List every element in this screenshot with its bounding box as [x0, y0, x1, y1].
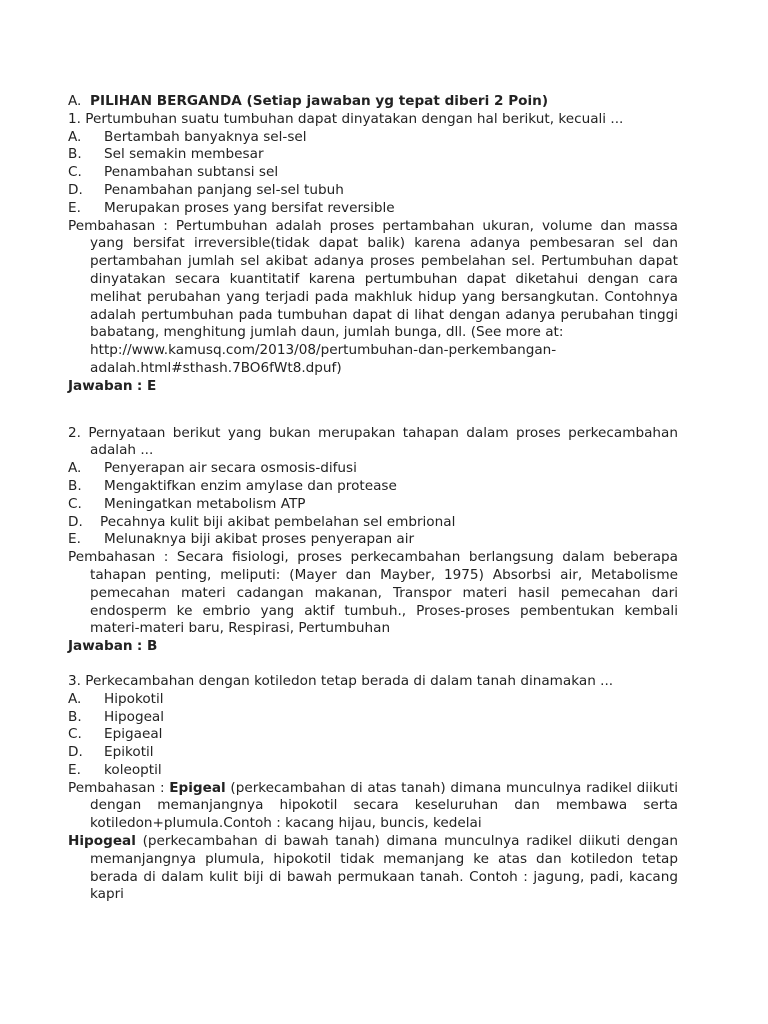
source-url-line-1: http://www.kamusq.com/2013/08/pertumbuhan-dan-perkembangan-: [90, 342, 557, 359]
section-heading: [68, 93, 678, 111]
option-a: [68, 460, 678, 478]
option-text: Bertambah banyaknya sel-sel: [104, 128, 307, 145]
option-e: [68, 762, 678, 780]
option-a: [68, 129, 678, 147]
option-text: Mengaktifkan enzim amylase dan protease: [104, 477, 397, 494]
explanation-prefix: Pembahasan :: [68, 779, 170, 796]
option-letter: A.: [68, 460, 82, 477]
option-text: koleoptil: [104, 761, 162, 778]
option-letter: E.: [68, 199, 81, 216]
option-d: [68, 182, 678, 200]
option-text: Sel semakin membesar: [104, 146, 264, 163]
section-letter: A.: [68, 93, 82, 109]
option-d: [68, 744, 678, 762]
option-e: [68, 200, 678, 218]
answer-label: Jawaban: [68, 638, 133, 655]
option-letter: B.: [68, 477, 82, 494]
question-text: 2. Pernyataan berikut yang bukan merupakan tahapan dalam proses perkecambahan adalah ...: [68, 424, 678, 459]
option-text: Penambahan subtansi sel: [104, 164, 279, 181]
option-text: Penyerapan air secara osmosis-difusi: [104, 460, 357, 477]
option-letter: D.: [68, 513, 83, 530]
question-1: [68, 111, 678, 396]
answer: [68, 638, 678, 656]
option-e: [68, 531, 678, 549]
question-3: [68, 673, 678, 904]
question-text: 1. Pertumbuhan suatu tumbuhan dapat dinyatakan dengan hal berikut, kecuali ...: [68, 110, 624, 127]
option-text: Penambahan panjang sel-sel tubuh: [104, 181, 344, 198]
option-text: Merupakan proses yang bersifat reversible: [104, 199, 395, 216]
hipogeal-text: (perkecambahan di bawah tanah) dimana munculnya radikel diikuti dengan memanjangnya plumula, hipokotil tidak memanjang ke atas dan kotiledon tetap berada di dalam kulit biji di bawah permukaan tanah. Contoh : jagung, padi, kacang kapri: [90, 833, 678, 903]
option-b: [68, 478, 678, 496]
option-text: Epigaeal: [104, 726, 163, 743]
answer-value: : B: [136, 638, 158, 655]
option-d: [68, 514, 678, 532]
option-text: Epikotil: [104, 744, 154, 761]
option-b: [68, 146, 678, 164]
option-letter: C.: [68, 495, 82, 512]
explanation-epigeal: [68, 780, 678, 833]
hipogeal-term: Hipogeal: [68, 833, 136, 850]
answer: [68, 378, 678, 396]
epigeal-text: (perkecambahan di atas tanah) dimana munculnya radikel diikuti dengan memanjangnya hipokotil secara keseluruhan dan membawa serta kotiledon+plumula.Contoh : kacang hijau, buncis, kedelai: [90, 779, 678, 832]
explanation-hipogeal: [68, 833, 678, 904]
answer-label: Jawaban: [68, 377, 133, 394]
answer-value: : E: [136, 377, 157, 394]
option-text: Hipokotil: [104, 690, 164, 707]
section-title: PILIHAN BERGANDA (Setiap jawaban yg tepat diberi 2 Poin): [90, 93, 549, 109]
option-c: [68, 726, 678, 744]
option-letter: E.: [68, 531, 81, 548]
option-a: [68, 691, 678, 709]
option-c: [68, 164, 678, 182]
option-letter: A.: [68, 128, 82, 145]
option-letter: D.: [68, 744, 83, 761]
epigeal-term: Epigeal: [169, 779, 226, 796]
question-2: [68, 425, 678, 656]
option-letter: D.: [68, 181, 83, 198]
explanation: Pembahasan : Secara fisiologi, proses perkecambahan berlangsung dalam beberapa tahapan penting, meliputi: (Mayer dan Mayber, 1975) Absorbsi air, Metabolisme pemecahan materi cadangan makanan, Transpor materi hasil pemecahan dari endosperm ke embrio yang aktif tumbuh., Proses-proses pembentukan kembali materi-materi baru, Respirasi, Pertumbuhan: [68, 549, 678, 637]
explanation: Pembahasan : Pertumbuhan adalah proses pertambahan ukuran, volume dan massa yang bersifat irreversible(tidak dapat balik) karena adanya pembesaran sel dan pertambahan jumlah sel akibat adanya proses pembelahan sel. Pertumbuhan dapat dinyatakan secara kuantitatif karena pertumbuhan dapat diketahui dengan cara melihat perubahan yang terjadi pada makhluk hidup yang bersangkutan. Contohnya adalah pertumbuhan pada tumbuhan dapat di lihat dengan adanya perubahan tinggi babatang, menghitung jumlah daun, jumlah bunga, dll. (See more at:: [68, 217, 678, 341]
option-letter: E.: [68, 761, 81, 778]
option-text: Hipogeal: [104, 708, 165, 725]
source-url-line-2: adalah.html#sthash.7BO6fWt8.dpuf): [90, 359, 342, 376]
document-page: [68, 93, 678, 904]
option-text: Pecahnya kulit biji akibat pembelahan sel embrional: [100, 513, 456, 530]
question-text: 3. Perkecambahan dengan kotiledon tetap berada di dalam tanah dinamakan ...: [68, 672, 614, 689]
option-letter: B.: [68, 708, 82, 725]
option-text: Melunaknya biji akibat proses penyerapan air: [104, 531, 415, 548]
option-letter: B.: [68, 146, 82, 163]
option-text: Meningatkan metabolism ATP: [104, 495, 306, 512]
option-letter: C.: [68, 726, 82, 743]
option-b: [68, 709, 678, 727]
option-c: [68, 496, 678, 514]
option-letter: A.: [68, 690, 82, 707]
option-letter: C.: [68, 164, 82, 181]
